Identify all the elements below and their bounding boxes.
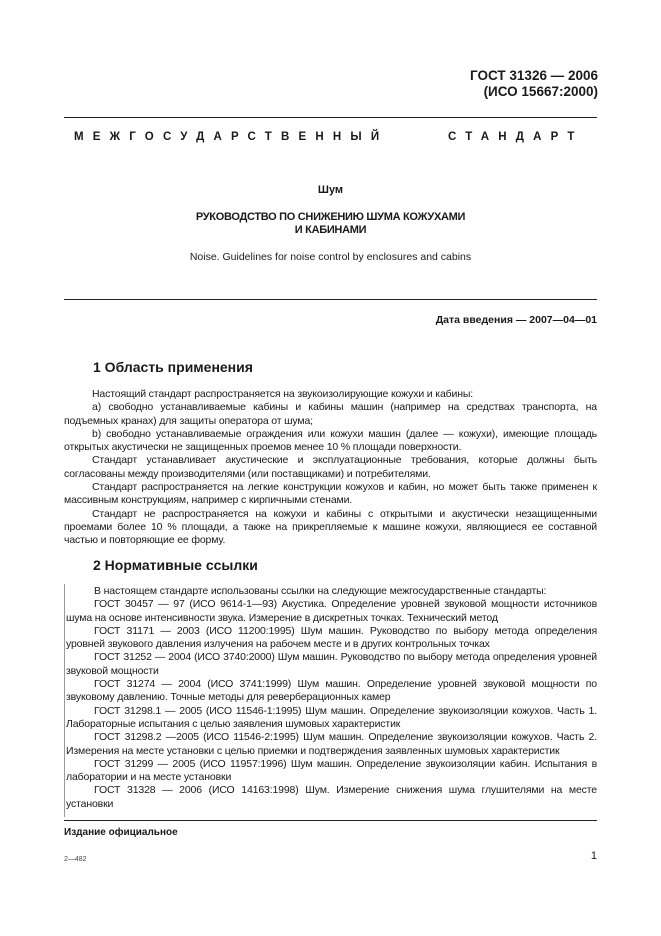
banner-right: СТАНДАРТ: [448, 131, 584, 143]
english-title: Noise. Guidelines for noise control by enclosures and cabins: [189, 251, 472, 263]
iso-number: (ИСО 15667:2000): [483, 84, 598, 99]
margin-line: [64, 584, 65, 817]
section-1-body: [64, 388, 597, 548]
top-rule: [64, 117, 597, 118]
title-bottom-rule: [64, 299, 597, 300]
topic-title: Шум: [317, 184, 344, 196]
standard-designation: [470, 68, 598, 100]
footer-rule: [64, 820, 597, 821]
reference-item: ГОСТ 31274 — 2004 (ИСО 3741:1999) Шум машин. Определение уровней звуковой мощности по звуковому давлению. Точные методы для реверберационных камер: [66, 678, 597, 704]
banner-left: МЕЖГОСУДАРСТВЕННЫЙ: [74, 131, 389, 143]
page-number: 1: [590, 850, 597, 862]
paragraph: Стандарт распространяется на легкие конструкции кожухов и кабин, но может быть также применен к массивным конструкциям, например с кирпичными стенами.: [64, 481, 597, 507]
document-title: [64, 211, 597, 237]
list-item: b) свободно устанавливаемые ограждения или кожухи машин (далее — кожухи), имеющие площадь открытых акустически не защищенных проемов менее 10 % площади поверхности.: [64, 427, 597, 454]
paragraph: Настоящий стандарт распространяется на звукоизолирующие кожухи и кабины:: [92, 388, 474, 400]
paragraph: В настоящем стандарте использованы ссылки на следующие межгосударственные стандарты:: [94, 585, 547, 597]
reference-item: ГОСТ 31299 — 2005 (ИСО 11957:1996) Шум машин. Определение звукоизоляции кабин. Испытания в лаборатории и на месте установки: [66, 757, 597, 784]
title-line-2: И КАБИНАМИ: [294, 224, 367, 236]
section-2-body: [66, 585, 597, 811]
reference-item: ГОСТ 31298.1 — 2005 (ИСО 11546-1:1995) Шум машин. Определение звукоизоляции кожухов. Часть 1. Лабораторные испытания с целью заявления шумовых характеристик: [66, 704, 597, 730]
section-2-heading: 2 Нормативные ссылки: [93, 557, 258, 573]
reference-item: ГОСТ 30457 — 97 (ИСО 9614-1—93) Акустика. Определение уровней звуковой мощности источников шума на основе интенсивности звука. Измерение в дискретных точках. Технический метод: [66, 598, 597, 624]
standard-number: ГОСТ 31326 — 2006: [470, 68, 598, 83]
section-1-heading: 1 Область применения: [93, 359, 253, 375]
reference-item: ГОСТ 31171 — 2003 (ИСО 11200:1995) Шум машин. Руководство по выбору метода определения уровней звукового давления излучения на рабочем месте и в других контрольных точках: [66, 624, 597, 651]
list-item: а) свободно устанавливаемые кабины и кабины машин (например на средствах транспорта, на подъемных кранах) для защиты оператора от шума;: [64, 401, 597, 427]
reference-item: ГОСТ 31298.2 —2005 (ИСО 11546-2:1995) Шум машин. Определение звукоизоляции кожухов. Часть 2. Измерения на месте установки с целью приемки и подтверждения заявленных шумовых характеристик: [66, 731, 597, 757]
print-code: 2—482: [64, 856, 87, 863]
paragraph: Стандарт устанавливает акустические и эксплуатационные требования, которые должны быть согласованы между производителями (или поставщиками) и потребителями.: [64, 454, 597, 480]
title-line-1: РУКОВОДСТВО ПО СНИЖЕНИЮ ШУМА КОЖУХАМИ: [195, 211, 466, 223]
edition-label: Издание официальное: [64, 827, 178, 838]
reference-item: ГОСТ 31328 — 2006 (ИСО 14163:1998) Шум. Измерение снижения шума глушителями на месте установки: [66, 784, 597, 810]
introduction-date: Дата введения — 2007—04—01: [435, 314, 597, 326]
paragraph: Стандарт не распространяется на кожухи и кабины с открытыми и акустически незащищенными проемами более 10 % площади, а также на прикрепляемые к машине кожухи, являющиеся ее составной частью и повторяющие ее форму.: [64, 507, 597, 547]
reference-item: ГОСТ 31252 — 2004 (ИСО 3740:2000) Шум машин. Руководство по выбору метода определения уровней звуковой мощности: [66, 651, 597, 677]
